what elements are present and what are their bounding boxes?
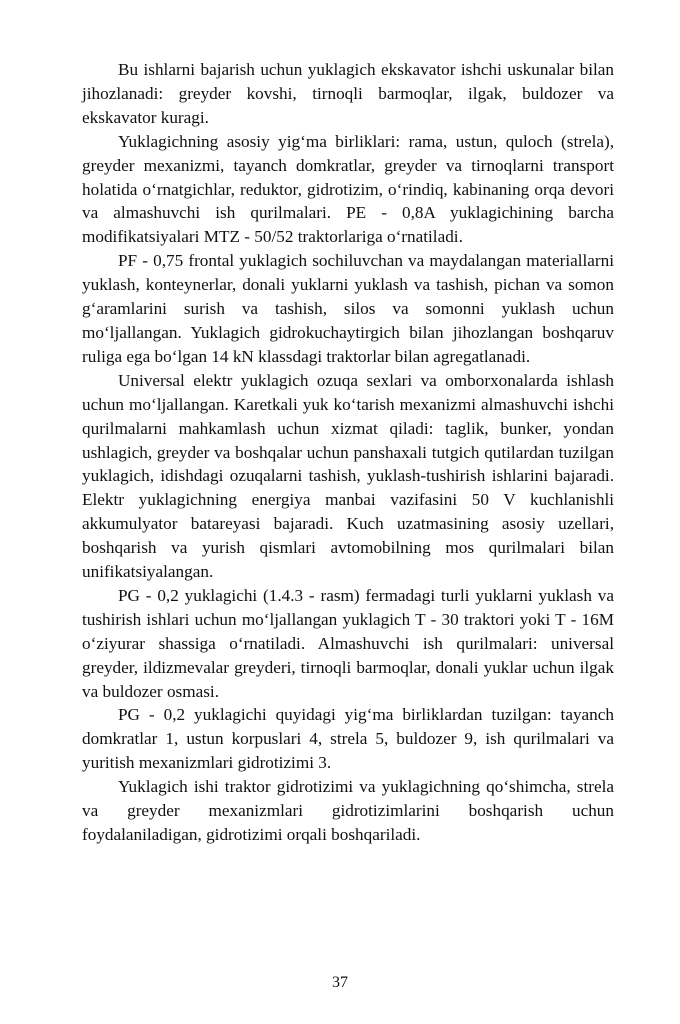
paragraph-3: PF - 0,75 frontal yuklagich sochiluvchan va maydalangan materiallarni yuklash, konteynerlar, donali yuklarni yuklash va tashish, pichan va somon g‘aramlarini surish va tashish, silos va somonni yuklash uchun mo‘ljallangan. Yuklagich gidrokuchaytirgich bilan jihozlangan boshqaruv ruliga ega bo‘lgan 14 kN klassdagi traktorlar bilan agregatlanadi. bbox=[82, 251, 614, 366]
paragraph-2: Yuklagichning asosiy yig‘ma birliklari: rama, ustun, quloch (strela), greyder mexanizmi, tayanch domkratlar, greyder va tirnoqlarni transport holatida o‘rnatgichlar, reduktor, gidrotizim, o‘rindiq, kabinaning orqa devori va almashuvchi ish qurilmalari. PE - 0,8A yuklagichining barcha modifikatsiyalari MTZ - 50/52 traktorlariga o‘rnatiladi. bbox=[82, 131, 614, 247]
paragraph-7: Yuklagich ishi traktor gidrotizimi va yuklagichning qo‘shimcha, strela va greyder mexanizmlari gidrotizimlarini boshqarish uchun foydalaniladigan, gidrotizimi orqali boshqariladi. bbox=[82, 777, 614, 844]
page-number: 37 bbox=[332, 974, 348, 991]
paragraph-6: PG - 0,2 yuklagichi quyidagi yig‘ma birliklardan tuzilgan: tayanch domkratlar 1, ustun korpuslari 4, strela 5, buldozer 9, ish qurilmalari va yuritish mexanizmlari gidrotizimi 3. bbox=[82, 705, 614, 773]
paragraph-1: Bu ishlarni bajarish uchun yuklagich ekskavator ishchi uskunalar bilan jihozlanadi: greyder kovshi, tirnoqli barmoqlar, ilgak, buldozer va ekskavator kuragi. bbox=[82, 60, 614, 127]
paragraph-5: PG - 0,2 yuklagichi (1.4.3 - rasm) fermadagi turli yuklarni yuklash va tushirish ishlari uchun mo‘ljallangan yuklagich T - 30 traktori yoki T - 16M o‘ziyurar shassiga o‘rnatiladi. Almashuvchi ish qurilmalari: universal greyder, ildizmevalar greyderi, tirnoqli barmoqlar, donali yuklar uchun ilgak va buldozer osmasi. bbox=[82, 585, 614, 701]
page-body bbox=[82, 58, 614, 847]
paragraph-4: Universal elektr yuklagich ozuqa sexlari va omborxonalarda ishlash uchun mo‘ljallangan. Karetkali yuk ko‘tarish mexanizmi almashuvchi ishchi qurilmalarni mahkamlash uchun xizmat qiladi: taglik, bunker, yondan ushlagich, greyder va boshqalar uchun panshaxali tutgich qutilardan tuzilgan yuklagich, idishdagi ozuqalarni tashish, yuklash-tushirish ishlarini bajaradi. Elektr yuklagichning energiya manbai vazifasini 50 V kuchlanishli akkumulyator batareyasi bajaradi. Kuch uzatmasining asosiy uzellari, boshqarish va yurish qismlari avtomobilning mos qurilmalari bilan unifikatsiyalangan. bbox=[82, 370, 614, 582]
